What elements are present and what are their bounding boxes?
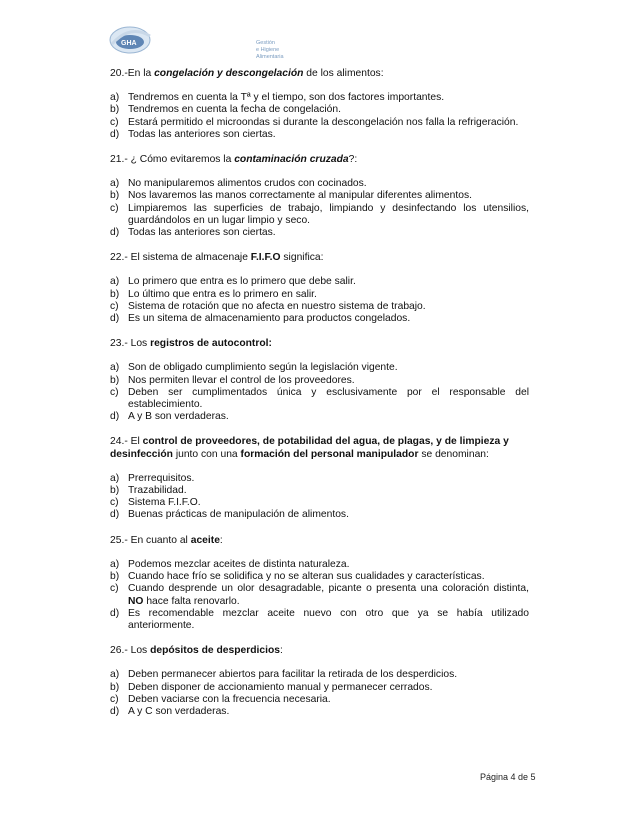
question-text: ?: xyxy=(348,154,358,166)
option-letter: d) xyxy=(110,128,120,140)
option-letter: c) xyxy=(110,116,119,128)
option-letter: a) xyxy=(110,178,120,190)
option-text: Es recomendable mezclar aceite nuevo con otro que ya se había utilizado anteriormente. xyxy=(128,607,529,631)
question-block xyxy=(110,436,529,521)
answer-option xyxy=(110,608,529,632)
answer-option xyxy=(110,362,529,374)
option-letter: b) xyxy=(110,288,120,300)
question-stem xyxy=(110,338,529,350)
emphasized-term: congelación y descongelación xyxy=(154,68,304,79)
option-letter: b) xyxy=(110,190,120,202)
option-text: Deben disponer de accionamiento manual y permanecer cerrados. xyxy=(128,681,433,693)
option-letter: a) xyxy=(110,558,120,570)
option-letter: b) xyxy=(110,571,120,583)
question-text: 21.- ¿ Cómo evitaremos la xyxy=(110,154,235,166)
option-text: Sistema F.I.F.O. xyxy=(128,497,201,509)
answer-option xyxy=(110,706,529,718)
answer-option xyxy=(110,682,529,694)
question-stem xyxy=(110,154,529,166)
option-letter: c) xyxy=(110,202,119,214)
company-logo xyxy=(108,18,284,60)
option-letter: c) xyxy=(110,386,119,398)
option-letter: d) xyxy=(110,227,120,239)
question-stem xyxy=(110,68,529,80)
question-text: : xyxy=(219,534,223,546)
option-letter: b) xyxy=(110,485,120,497)
answer-option xyxy=(110,583,529,607)
option-letter: d) xyxy=(110,411,120,423)
answer-option xyxy=(110,669,529,681)
question-block xyxy=(110,252,529,325)
option-text: Lo primero que entra es lo primero que debe salir. xyxy=(128,276,356,288)
option-letter: c) xyxy=(110,300,119,312)
question-text: 25.- En cuanto al xyxy=(110,534,191,546)
emphasized-term: contaminación cruzada xyxy=(234,154,349,166)
logo-line: e Higiene xyxy=(256,47,280,53)
question-block xyxy=(110,154,529,239)
emphasized-term: F.I.F.O xyxy=(250,252,281,264)
emphasized-term: aceite xyxy=(190,534,220,546)
option-letter: b) xyxy=(110,374,120,386)
question-stem xyxy=(110,252,529,264)
answer-option xyxy=(110,571,529,583)
option-letter: a) xyxy=(110,472,120,484)
option-letter: c) xyxy=(110,497,119,509)
option-letter: c) xyxy=(110,583,119,595)
option-text: Limpiaremos las superficies de trabajo, limpiando y desinfectando los utensilios, guardándolos en un lugar limpio y seco. xyxy=(128,202,529,226)
emphasized-term: registros de autocontrol: xyxy=(150,338,272,350)
option-list xyxy=(110,669,529,718)
question-text: de los alimentos: xyxy=(303,68,384,79)
logo-emblem xyxy=(108,18,198,58)
option-letter: a) xyxy=(110,92,120,104)
answer-option xyxy=(110,497,529,509)
option-list xyxy=(110,473,529,522)
question-block xyxy=(110,535,529,632)
question-text: 23.- Los xyxy=(110,338,151,350)
answer-option xyxy=(110,473,529,485)
answer-option xyxy=(110,190,529,202)
option-list xyxy=(110,559,529,632)
option-text: Cuando hace frío se solidifica y no se alteran sus cualidades y características. xyxy=(128,571,485,583)
option-letter: a) xyxy=(110,276,120,288)
question-text: 20.-En la xyxy=(110,68,155,79)
option-text: Estará permitido el microondas si durante la descongelación nos falla la refrigeración. xyxy=(128,116,519,128)
question-text: hace falta renovarlo. xyxy=(143,595,240,607)
answer-option xyxy=(110,129,529,141)
option-text: Trazabilidad. xyxy=(128,485,187,497)
answer-option xyxy=(110,375,529,387)
option-text: Lo último que entra es lo primero en salir. xyxy=(128,288,317,300)
option-list xyxy=(110,178,529,239)
question-text: significa: xyxy=(280,252,324,264)
emphasized-term: formación del personal manipulador xyxy=(240,448,419,460)
option-text: Deben ser cumplimentados única y esclusivamente por el responsable del establecimiento. xyxy=(128,386,529,411)
answer-option xyxy=(110,178,529,190)
answer-option xyxy=(110,485,529,497)
option-letter: d) xyxy=(110,607,120,619)
question-block xyxy=(110,645,529,718)
question-stem xyxy=(110,645,529,657)
answer-option xyxy=(110,411,529,423)
option-text: Son de obligado cumplimiento según la legislación vigente. xyxy=(128,362,398,374)
question-stem xyxy=(110,535,529,547)
questionnaire xyxy=(110,68,529,731)
answer-option xyxy=(110,694,529,706)
option-text: No manipularemos alimentos crudos con cocinados. xyxy=(128,178,367,190)
answer-option xyxy=(110,276,529,288)
answer-option xyxy=(110,559,529,571)
option-letter: d) xyxy=(110,705,120,717)
question-text: junto con una xyxy=(172,448,241,460)
answer-option xyxy=(110,92,529,104)
answer-option xyxy=(110,509,529,521)
option-list xyxy=(110,92,529,141)
option-text: Buenas prácticas de manipulación de alimentos. xyxy=(128,509,349,521)
option-text: Es un sitema de almacenamiento para productos congelados. xyxy=(128,313,411,325)
option-text xyxy=(128,583,529,607)
logo-mark: GHA xyxy=(121,40,137,47)
question-stem xyxy=(110,436,529,460)
answer-option xyxy=(110,289,529,301)
answer-option xyxy=(110,387,529,411)
question-text: 24.- El xyxy=(110,436,143,448)
question-text: Cuando desprende un olor desagradable, picante o presenta una coloración distinta, xyxy=(128,583,529,595)
emphasized-term: control de proveedores, de potabilidad del agua, de plagas, y de limpieza y desinfección xyxy=(110,436,509,460)
option-text: Deben permanecer abiertos para facilitar la retirada de los desperdicios. xyxy=(128,669,458,681)
logo-line: Alimentaria xyxy=(256,54,284,60)
answer-option xyxy=(110,301,529,313)
emphasized-term: depósitos de desperdicios xyxy=(150,645,280,657)
emphasized-term: NO xyxy=(128,595,144,607)
option-letter: c) xyxy=(110,693,119,705)
page-number: Página 4 de 5 xyxy=(480,772,536,782)
answer-option xyxy=(110,313,529,325)
option-letter: b) xyxy=(110,104,120,116)
question-block xyxy=(110,68,529,141)
option-text: A y C son verdaderas. xyxy=(128,705,230,717)
option-list xyxy=(110,276,529,325)
question-text: se denominan: xyxy=(418,448,489,460)
option-letter: a) xyxy=(110,669,120,681)
logo-wordmark xyxy=(256,40,284,61)
option-text: Tendremos en cuenta la Tª y el tiempo, son dos factores importantes. xyxy=(128,92,445,104)
question-text: : xyxy=(279,645,283,657)
answer-option xyxy=(110,117,529,129)
option-text: Sistema de rotación que no afecta en nuestro sistema de trabajo. xyxy=(128,300,426,312)
answer-option xyxy=(110,104,529,116)
option-text: Todas las anteriores son ciertas. xyxy=(128,128,276,140)
option-letter: a) xyxy=(110,362,120,374)
question-block xyxy=(110,338,529,423)
question-text: 26.- Los xyxy=(110,645,151,657)
option-text: Tendremos en cuenta la fecha de congelación. xyxy=(128,104,341,116)
option-letter: b) xyxy=(110,681,120,693)
option-letter: d) xyxy=(110,313,120,325)
question-text: 22.- El sistema de almacenaje xyxy=(110,252,251,264)
option-text: Nos lavaremos las manos correctamente al manipular diferentes alimentos. xyxy=(128,190,472,202)
option-text: Nos permiten llevar el control de los proveedores. xyxy=(128,374,355,386)
option-text: Podemos mezclar aceites de distinta naturaleza. xyxy=(128,558,350,570)
option-text: Deben vaciarse con la frecuencia necesaria. xyxy=(128,693,331,705)
answer-option xyxy=(110,203,529,227)
option-text: A y B son verdaderas. xyxy=(128,411,229,423)
answer-option xyxy=(110,227,529,239)
option-list xyxy=(110,362,529,423)
option-text: Todas las anteriores son ciertas. xyxy=(128,227,276,239)
option-letter: d) xyxy=(110,509,120,521)
option-text: Prerrequisitos. xyxy=(128,472,195,484)
logo-line: Gestión xyxy=(256,40,275,46)
